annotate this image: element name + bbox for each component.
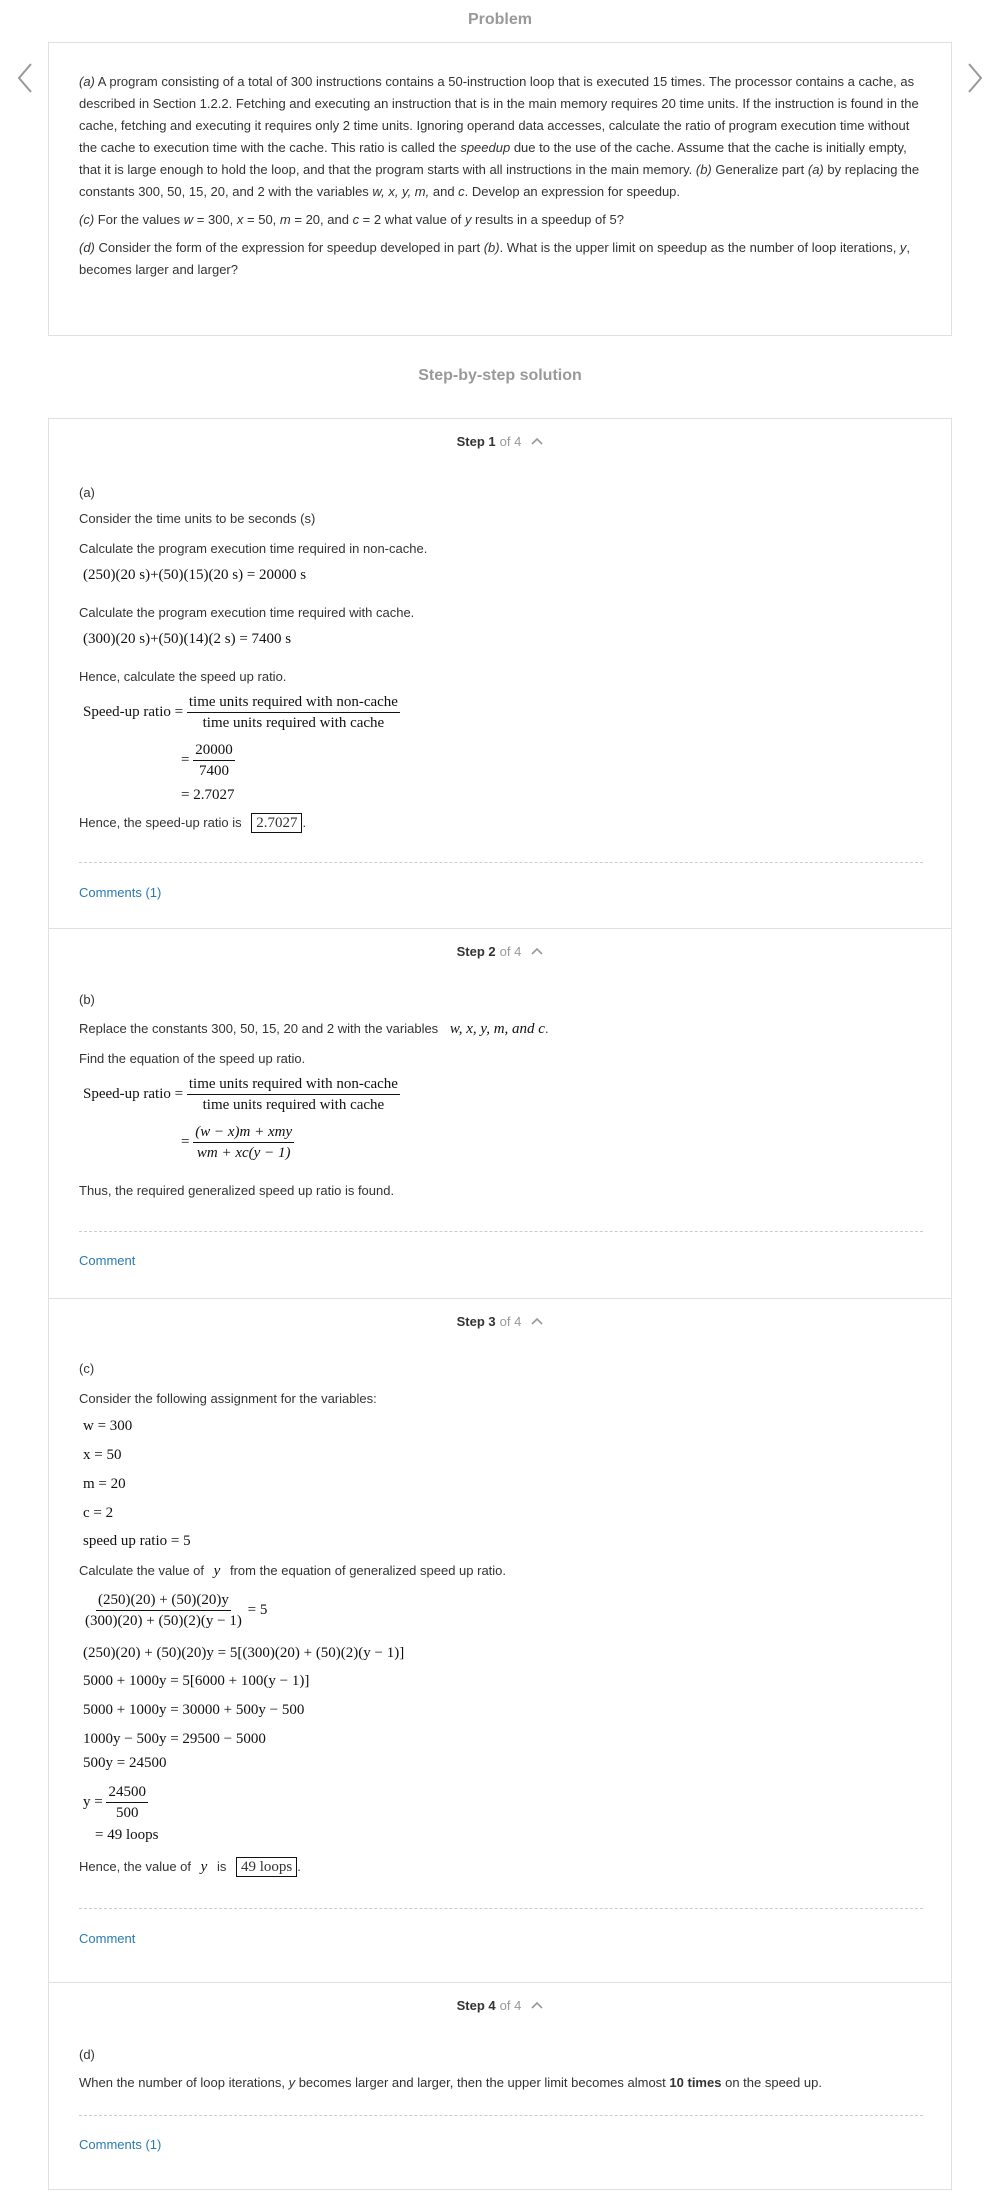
equation: (250)(20 s)+(50)(15)(20 s) = 20000 s — [83, 567, 307, 583]
problem-part-c: (c) For the values w = 300, x = 50, m = 20, and c = 2 what value of y results in a speedup of 5? — [79, 212, 624, 227]
assignment: c = 2 — [83, 1505, 114, 1521]
next-arrow-icon[interactable] — [960, 58, 990, 98]
step-number: Step 2 — [456, 943, 496, 959]
step-1-card — [48, 418, 952, 928]
equation: (300)(20 s)+(50)(14)(2 s) = 7400 s — [83, 631, 292, 647]
previous-arrow-icon[interactable] — [10, 58, 40, 98]
assignment: w = 300 — [83, 1418, 133, 1434]
problem-title: Problem — [467, 11, 532, 28]
step-text: When the number of loop iterations, y becomes larger and larger, then the upper limit becomes almost 10 times on the speed up. — [79, 2075, 822, 2090]
equation: = $\frac{20000}{7400}$ — [181, 742, 233, 779]
equation: 1000y − 500y = 29500 − 5000 — [83, 1731, 266, 1747]
divider — [79, 1231, 923, 1232]
equation: $\frac{(250)(20) + (50)(20)y}{(300)(20) + (50)(2)(y - 1)}$ = 5 — [85, 1592, 268, 1629]
assignment: speed up ratio = 5 — [83, 1533, 191, 1549]
comment-link[interactable]: Comment — [79, 1931, 136, 1946]
step-text: Calculate the program execution time required with cache. — [79, 605, 415, 620]
step-1-header[interactable] — [79, 419, 921, 463]
divider — [79, 862, 923, 863]
equation: 5000 + 1000y = 5[6000 + 100(y − 1)] — [83, 1673, 310, 1689]
problem-part-d: (d) Consider the form of the expression for speedup developed in part (b). What is the upper limit on speedup as the number of loop iterations, y, becomes larger and larger? — [79, 240, 911, 277]
step-2-header[interactable] — [79, 929, 921, 973]
step-number: Step 1 — [456, 433, 496, 449]
equation: (250)(20) + (50)(20)y = 5[(300)(20) + (50)(2)(y − 1)] — [83, 1645, 405, 1661]
step-number: Step 3 — [456, 1313, 496, 1329]
step-text: Replace the constants 300, 50, 15, 20 and 2 with the variables w, x, y, m, and c. — [79, 1021, 549, 1037]
equation: = 2.7027 — [181, 787, 235, 803]
part-label: (c) — [79, 1361, 95, 1376]
step-text: Calculate the value of y from the equation of generalized speed up ratio. — [79, 1563, 507, 1579]
assignment: x = 50 — [83, 1447, 122, 1463]
step-text: Hence, calculate the speed up ratio. — [79, 669, 287, 684]
step-3-header[interactable] — [79, 1299, 921, 1343]
step-3-card — [48, 1298, 952, 1982]
divider — [79, 1908, 923, 1909]
divider — [79, 2115, 923, 2116]
answer-box: 2.7027 — [251, 813, 302, 833]
speedup-equation: Speed-up ratio = $\frac{\text{time units required with non-cache}}{\text{time units required with cache}}$ — [83, 694, 398, 731]
chevron-up-icon[interactable] — [531, 947, 543, 955]
comments-link[interactable]: Comments (1) — [79, 885, 162, 900]
part-label: (d) — [79, 2047, 95, 2062]
step-of: of 4 — [499, 943, 522, 959]
solution-title: Step-by-step solution — [418, 367, 582, 384]
chevron-up-icon[interactable] — [531, 437, 543, 445]
generalized-equation: = $\frac{\text{(w − x)m + xmy}}{wm + xc(y - 1)}$ — [181, 1124, 293, 1161]
equation: = 49 loops — [95, 1827, 159, 1843]
step-text: Consider the time units to be seconds (s) — [79, 511, 316, 526]
problem-box — [48, 42, 952, 336]
speedup-equation: Speed-up ratio = $\frac{\text{time units required with non-cache}}{\text{time units required with cache}}$ — [83, 1076, 398, 1113]
step-of: of 4 — [499, 433, 522, 449]
equation: 500y = 24500 — [83, 1755, 167, 1771]
assignment: m = 20 — [83, 1476, 126, 1492]
comment-link[interactable]: Comment — [79, 1253, 136, 1268]
part-label: (a) — [79, 485, 95, 500]
step-2-card — [48, 928, 952, 1298]
step-of: of 4 — [499, 1997, 522, 2013]
chevron-up-icon[interactable] — [531, 1317, 543, 1325]
answer-line: Hence, the value of y is 49 loops . — [79, 1859, 301, 1875]
part-label: (b) — [79, 992, 95, 1007]
problem-part-a-b: (a) A program consisting of a total of 300 instructions contains a 50-instruction loop that is executed 15 times. The processor contains a cache, as described in Section 1.2.2. Fetching and executing an instruction that is in the main memory requires 20 time units. If the instruction is found in the cache, fetching and executing it requires only 2 time units. Ignoring operand data accesses, calculate the ratio of program execution time without the cache to execution time with the cache. This ratio is called the speedup due to the use of the cache. Assume that the cache is initially empty, that it is large enough to hold the loop, and that the program starts with all instructions in the main memory. (b) Generalize part (a) by replacing the constants 300, 50, 15, 20, and 2 with the variables w, x, y, m, and c. Develop an expression for speedup. — [79, 74, 920, 199]
step-number: Step 4 — [456, 1997, 496, 2013]
step-of: of 4 — [499, 1313, 522, 1329]
equation: 5000 + 1000y = 30000 + 500y − 500 — [83, 1702, 305, 1718]
step-4-header[interactable] — [79, 1983, 921, 2027]
step-4-card — [48, 1982, 952, 2190]
chevron-up-icon[interactable] — [531, 2001, 543, 2009]
step-text: Calculate the program execution time required in non-cache. — [79, 541, 428, 556]
equation: y = $\frac{24500}{500}$ — [83, 1784, 146, 1821]
answer-box: 49 loops — [236, 1857, 297, 1877]
step-text: Find the equation of the speed up ratio. — [79, 1051, 306, 1066]
step-text: Thus, the required generalized speed up ratio is found. — [79, 1183, 395, 1198]
step-text: Consider the following assignment for the variables: — [79, 1391, 377, 1406]
comments-link[interactable]: Comments (1) — [79, 2137, 162, 2152]
answer-line: Hence, the speed-up ratio is 2.7027 . — [79, 815, 307, 831]
